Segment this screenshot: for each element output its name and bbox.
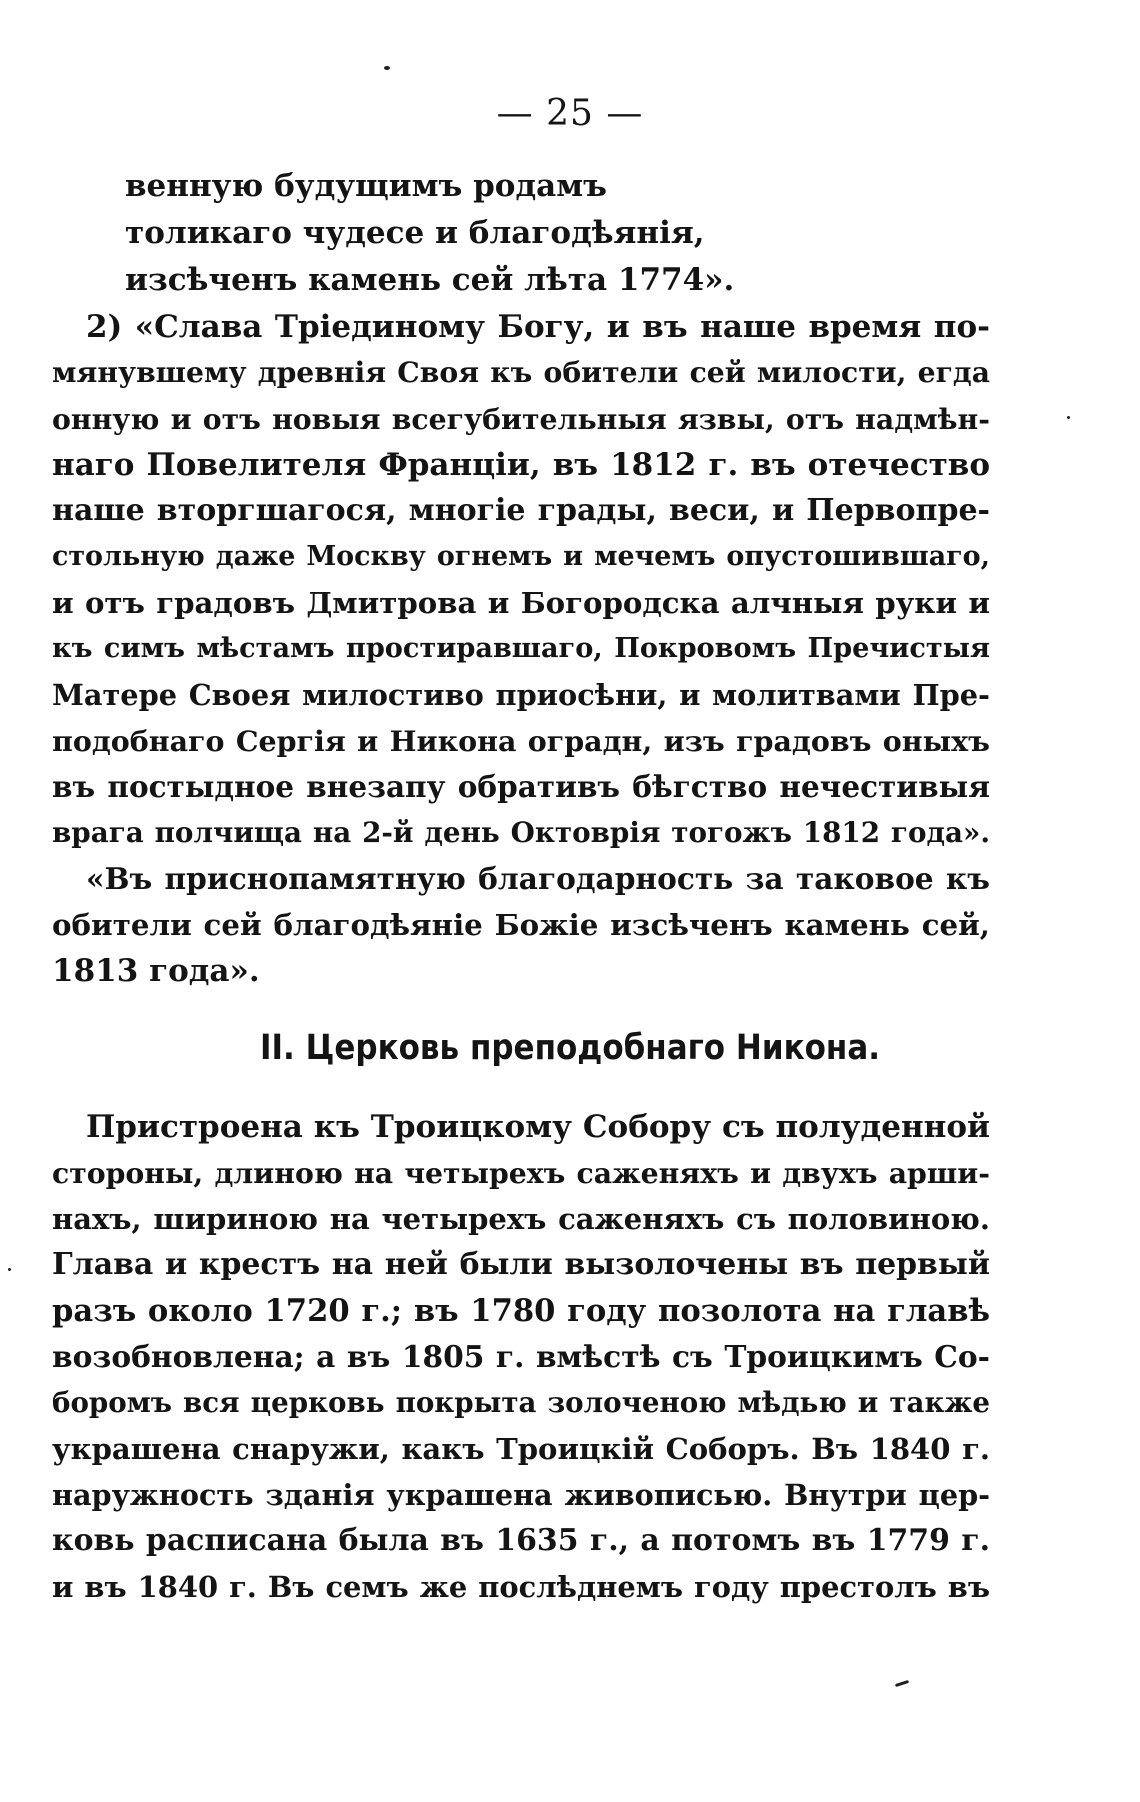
paragraph-line: Глава и крестъ на ней были вызолочены въ первый (52, 1247, 990, 1282)
paragraph-line: мянувшему древнія Своя къ обители сей милости, егда (52, 356, 990, 389)
print-speck (1067, 416, 1070, 419)
paragraph-line: Матере Своея милостиво приосѣни, и молитвами Пре- (52, 678, 990, 712)
paragraph-line: нахъ, шириною на четырехъ саженяхъ съ половиною. (52, 1202, 990, 1236)
paragraph-line: украшена снаружи, какъ Троицкій Соборъ. Въ 1840 г. (52, 1432, 990, 1466)
paragraph-line: 1813 года». (52, 953, 260, 989)
inscription-line: толикаго чудесе и благодѣянія, (125, 215, 705, 251)
paragraph-line: наше вторгшагося, многіе грады, веси, и Первопре- (52, 493, 990, 528)
paragraph-line: въ постыдное внезапу обративъ бѣгство нечестивыя (52, 769, 990, 804)
section-heading: II. Церковь преподобнаго Никона. (259, 1027, 881, 1069)
inscription-line: венную будущимъ родамъ (125, 168, 607, 204)
paragraph-line: къ симъ мѣстамъ простиравшаго, Покровомъ Пречистыя (52, 633, 990, 664)
paragraph-line: 2) «Слава Тріединому Богу, и въ наше время по- (86, 309, 990, 345)
inscription-line: изсѣченъ камень сей лѣта 1774». (125, 262, 735, 298)
print-speck (384, 66, 390, 70)
paragraph-line: наружность зданія украшена живописью. Внутри цер- (52, 1478, 990, 1512)
paragraph-line: подобнаго Сергія и Никона оградн, изъ градовъ оныхъ (52, 724, 990, 758)
paragraph-line: онную и отъ новыя всегубительныя язвы, отъ надмѣн- (52, 402, 990, 436)
paragraph-line: разъ около 1720 г.; въ 1780 году позолота на главѣ (52, 1293, 990, 1329)
paragraph-line: обители сей благодѣяніе Божіе изсѣченъ камень сей, (52, 908, 990, 942)
paragraph-line: и отъ градовъ Дмитрова и Богородска алчныя руки и (52, 586, 990, 620)
paragraph-line: возобновлена; а въ 1805 г. вмѣстѣ съ Троицкимъ Со- (52, 1339, 990, 1374)
paragraph-line: Пристроена къ Троицкому Собору съ полуденной (86, 1109, 990, 1145)
paragraph-line: стольную даже Москву огнемъ и мечемъ опустошившаго, (52, 541, 990, 572)
paragraph-line: наго Повелителя Франціи, въ 1812 г. въ отечество (52, 447, 990, 483)
paragraph-line: «Въ приснопамятную благодарность за таковое къ (86, 861, 990, 896)
print-speck (8, 1268, 11, 1271)
paragraph-line: и въ 1840 г. Въ семъ же послѣднемъ году престолъ въ (52, 1570, 990, 1604)
paragraph-line: врага полчища на 2-й день Октоврія тогожъ 1812 года». (52, 816, 990, 849)
page-number: — 25 — (496, 93, 644, 134)
paragraph-line: ковь расписана была въ 1635 г., а потомъ въ 1779 г. (52, 1523, 990, 1558)
paragraph-line: боромъ вся церковь покрыта золоченою мѣдью и также (52, 1386, 990, 1419)
print-speck (895, 1680, 909, 1687)
paragraph-line: стороны, длиною на четырехъ саженяхъ и двухъ арши- (52, 1156, 990, 1190)
